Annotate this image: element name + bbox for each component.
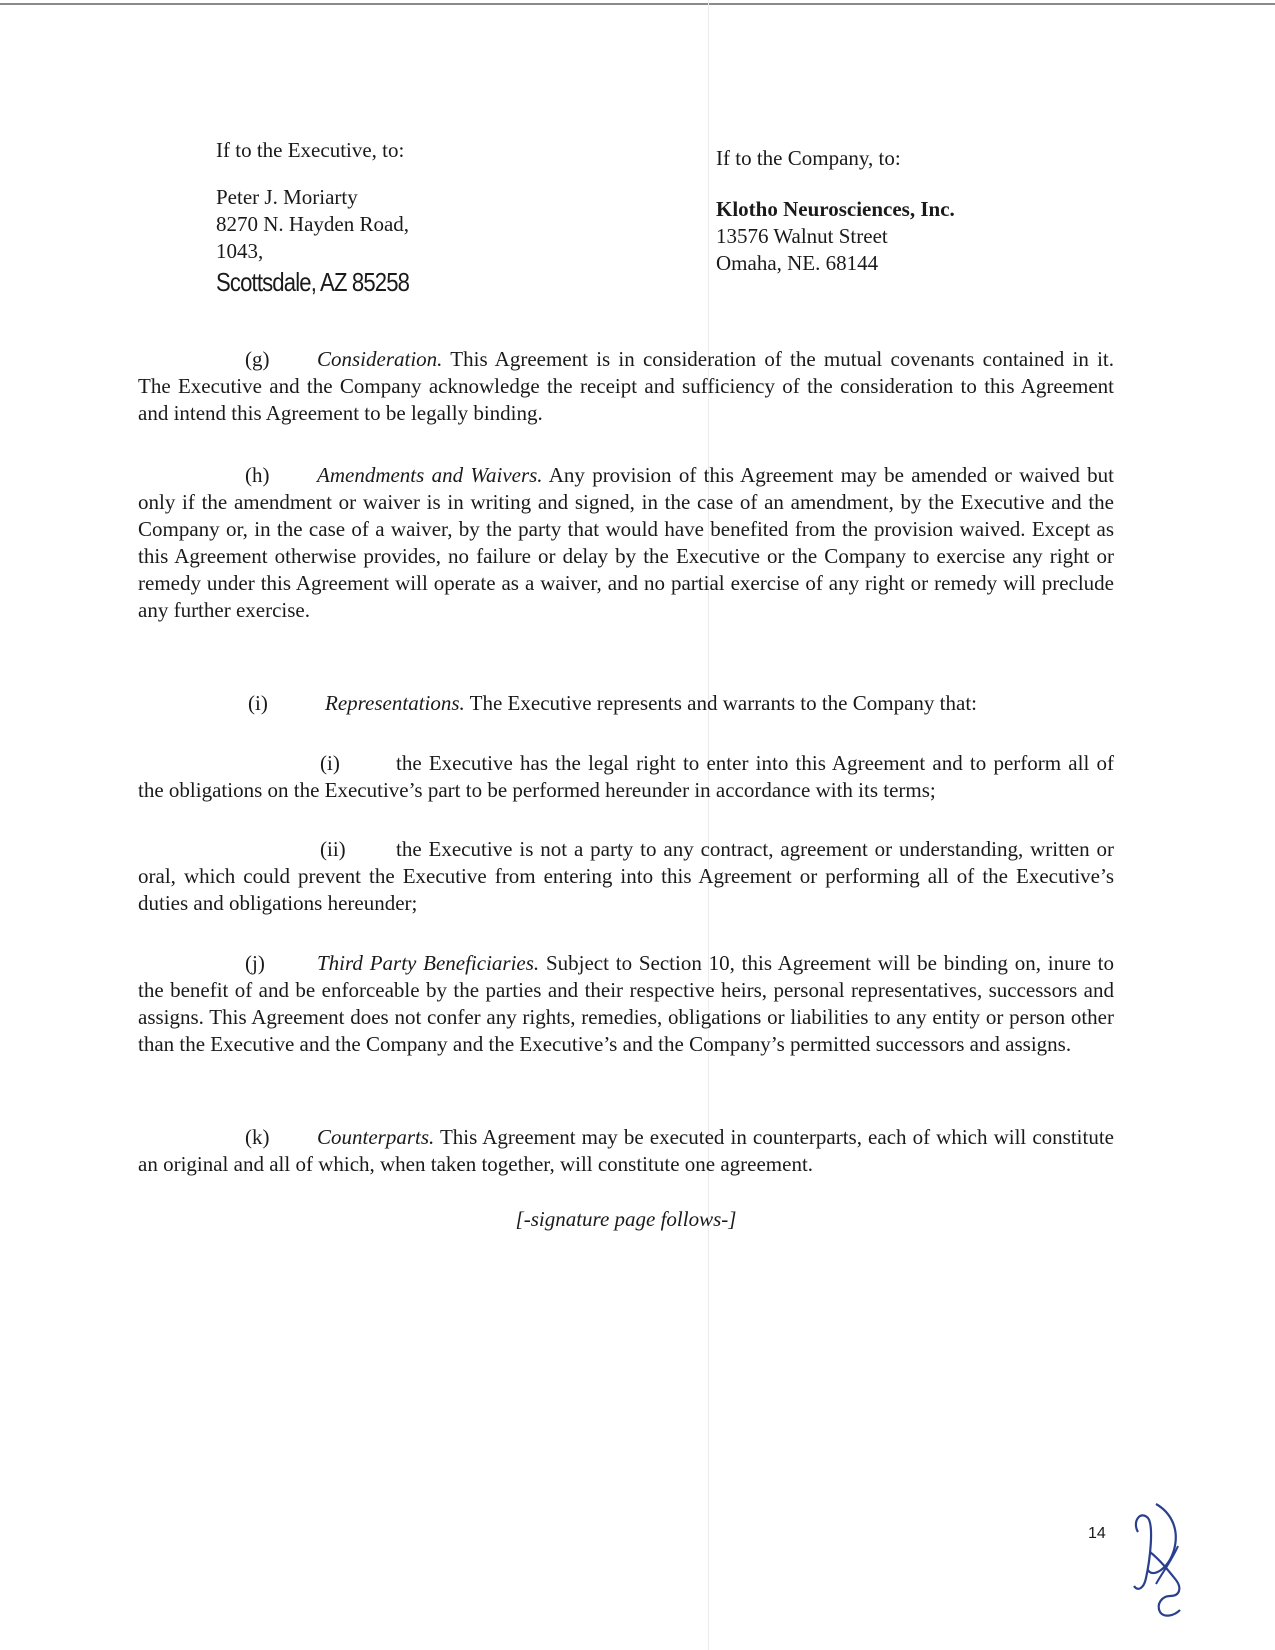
section-g-text: This Agreement is in consideration of the mutual covenants contained in it. The Executive and the Company acknowledge the receipt and sufficiency of the consideration to this Agreement and intend this Agreement to be legally binding. [138,347,1114,425]
scan-fold-line [708,0,709,1650]
initials-signature-mark [1130,1500,1190,1620]
section-i-item-1-text: the Executive has the legal right to enter into this Agreement and to perform all of the obligations on the Executive’s part to be performed hereunder in accordance with its terms; [138,751,1114,802]
section-k-counterparts [138,1124,1114,1178]
section-i-text: The Executive represents and warrants to the Company that: [469,691,977,715]
company-address-heading: If to the Company, to: [716,146,901,170]
section-h-amendments [138,462,1114,624]
section-i-title: Representations. [325,691,465,715]
top-border-line [0,3,1275,5]
company-address-block [716,145,1136,277]
section-g-consideration [138,346,1114,427]
section-h-number: (h) [245,463,270,487]
section-k-number: (k) [245,1125,270,1149]
company-street: 13576 Walnut Street [716,224,888,248]
section-i-item-2-text: the Executive is not a party to any contract, agreement or understanding, written or oral, which could prevent the Executive from entering into this Agreement or performing all of the Executive’s duties and obligations hereunder; [138,837,1114,915]
section-g-number: (g) [245,347,270,371]
section-i-item-2-number: (ii) [320,837,346,861]
section-h-title: Amendments and Waivers. [317,463,543,487]
section-j-text: Subject to Section 10, this Agreement will be binding on, inure to the benefit of and be enforceable by the parties and their respective heirs, personal representatives, successors and assigns. This Agreement does not confer any rights, remedies, obligations or liabilities to any entity or person other than the Executive and the Company and the Executive’s and the Company’s permitted successors and assigns. [138,951,1115,1056]
section-i-item-1 [138,750,1114,804]
company-city: Omaha, NE. 68144 [716,251,879,275]
executive-address-heading: If to the Executive, to: [216,138,405,162]
section-k-text: This Agreement may be executed in counterparts, each of which will constitute an original and all of which, when taken together, will constitute one agreement. [138,1125,1115,1176]
section-i-number: (i) [248,691,268,715]
page-number: 14 [1088,1525,1106,1542]
company-name: Klotho Neurosciences, Inc. [716,197,955,221]
section-i-item-2 [138,836,1114,917]
signature-page-note: [-signature page follows-] [515,1207,737,1231]
executive-city: Scottsdale, AZ 85258 [216,267,410,297]
section-k-title: Counterparts. [317,1125,435,1149]
section-j-title: Third Party Beneficiaries. [317,951,540,975]
executive-address-block [216,137,616,299]
section-i-representations [138,690,1114,717]
executive-unit: 1043, [216,239,264,263]
section-j-third-party [138,950,1114,1058]
executive-street: 8270 N. Hayden Road, [216,212,410,236]
section-h-text: Any provision of this Agreement may be amended or waived but only if the amendment or waiver is in writing and signed, in the case of an amendment, by the Executive and the Company or, in the case of a waiver, by the party that would have benefited from the provision waived. Except as this Agreement otherwise provides, no failure or delay by the Executive or the Company to exercise any right or remedy under this Agreement will operate as a waiver, and no partial exercise of any right or remedy will preclude any further exercise. [138,463,1114,622]
section-j-number: (j) [245,951,265,975]
section-g-title: Consideration. [317,347,443,371]
section-i-item-1-number: (i) [320,751,340,775]
executive-name: Peter J. Moriarty [216,185,358,209]
